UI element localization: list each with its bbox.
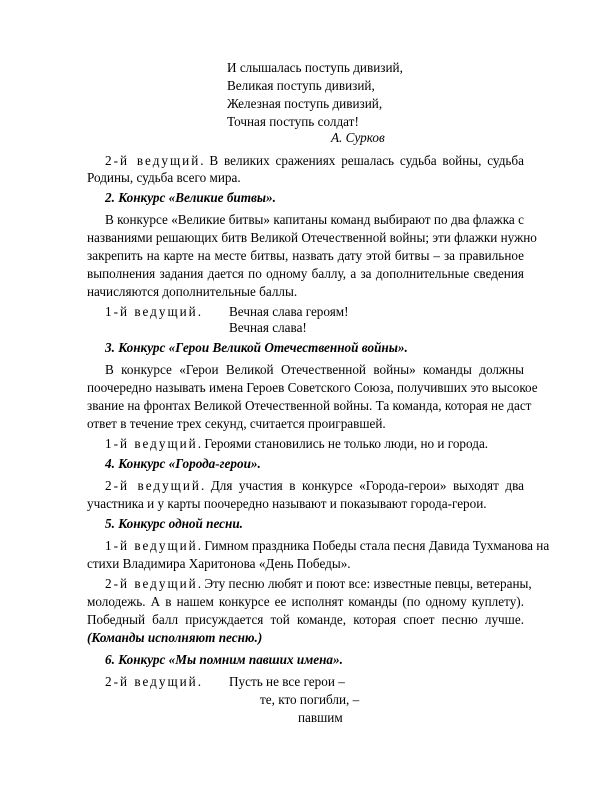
- paragraph-text: . В великих сражениях решалась судьба войны, судьба: [200, 153, 524, 168]
- paragraph-line: ответ в течение трех секунд, считается проигравшей.: [87, 416, 386, 431]
- speaker-line: [105, 304, 201, 320]
- poem-line: И слышалась поступь дивизий,: [227, 60, 403, 75]
- speaker-label: 2-й ведущий: [105, 674, 198, 689]
- paragraph-line: В конкурсе «Герои Великой Отечественной войны» команды должны: [105, 362, 524, 377]
- poem-line: Железная поступь дивизий,: [227, 96, 383, 111]
- paragraph-text: . Эту песню любят и поют все: известные певцы, ветераны,: [197, 576, 532, 591]
- section-heading: 6. Конкурс «Мы помним павших имена».: [105, 652, 343, 667]
- verse-line: Вечная слава!: [229, 320, 307, 335]
- paragraph-line: [105, 576, 532, 592]
- paragraph-line: участника и у карты поочередно называют и показывают города-герои.: [87, 496, 487, 511]
- paragraph-line: выполнения задания дается по одному баллу, а за дополнительные сведения: [87, 266, 524, 281]
- speaker-dot: .: [197, 304, 202, 319]
- paragraph-line: стихи Владимира Харитонова «День Победы».: [87, 556, 351, 571]
- paragraph-line: звание на фронтах Великой Отечественной войны. Та команда, которая не даст: [87, 398, 532, 413]
- poem-line: Точная поступь солдат!: [227, 114, 359, 129]
- section-heading: 2. Конкурс «Великие битвы».: [105, 190, 276, 205]
- paragraph-line: [105, 153, 524, 169]
- stage-direction: (Команды исполняют песню.): [87, 630, 263, 645]
- paragraph-line: Победный балл присуждается той команде, которая споет песню лучше.: [87, 612, 524, 627]
- poem-author: А. Сурков: [331, 130, 385, 145]
- speaker-dot: .: [197, 674, 202, 689]
- verse-line: те, кто погибли, –: [260, 692, 360, 707]
- section-heading: 4. Конкурс «Города-герои».: [105, 456, 261, 471]
- paragraph-line: поочередно называть имена Героев Советского Союза, получивших это высокое: [87, 380, 538, 395]
- paragraph-line: Родины, судьба всего мира.: [87, 170, 241, 185]
- paragraph-line: В конкурсе «Великие битвы» капитаны команд выбирают по два флажка с: [105, 212, 524, 227]
- verse-line: Пусть не все герои –: [229, 674, 345, 689]
- paragraph-line: начисляются дополнительные баллы.: [87, 284, 298, 299]
- speaker-label: 2-й ведущий: [105, 153, 201, 168]
- speaker-line: [105, 674, 201, 690]
- paragraph-text: . Героями становились не только люди, но и города.: [197, 436, 489, 451]
- poem-line: Великая поступь дивизий,: [227, 78, 375, 93]
- paragraph-line: [105, 436, 488, 452]
- speaker-label: 1-й ведущий: [105, 436, 198, 451]
- speaker-label: 1-й ведущий: [105, 538, 198, 553]
- paragraph-line: молодежь. А в нашем конкурсе ее исполнят команды (по одному куплету).: [87, 594, 524, 609]
- speaker-label: 2-й ведущий: [105, 478, 201, 493]
- verse-line: павшим: [298, 710, 343, 725]
- section-heading: 3. Конкурс «Герои Великой Отечественной войны».: [105, 340, 408, 355]
- paragraph-line: [105, 538, 550, 554]
- speaker-label: 1-й ведущий: [105, 304, 198, 319]
- paragraph-text: . Гимном праздника Победы стала песня Давида Тухманова на: [197, 538, 550, 553]
- verse-line: Вечная слава героям!: [229, 304, 349, 319]
- paragraph-line: названиями решающих битв Великой Отечественной войны; эти флажки нужно: [87, 230, 537, 245]
- paragraph-line: закрепить на карте на месте битвы, назвать дату этой битвы – за правильное: [87, 248, 524, 263]
- paragraph-line: [105, 478, 524, 494]
- section-heading: 5. Конкурс одной песни.: [105, 516, 243, 531]
- speaker-label: 2-й ведущий: [105, 576, 198, 591]
- paragraph-text: . Для участия в конкурсе «Города-герои» выходят два: [200, 478, 524, 493]
